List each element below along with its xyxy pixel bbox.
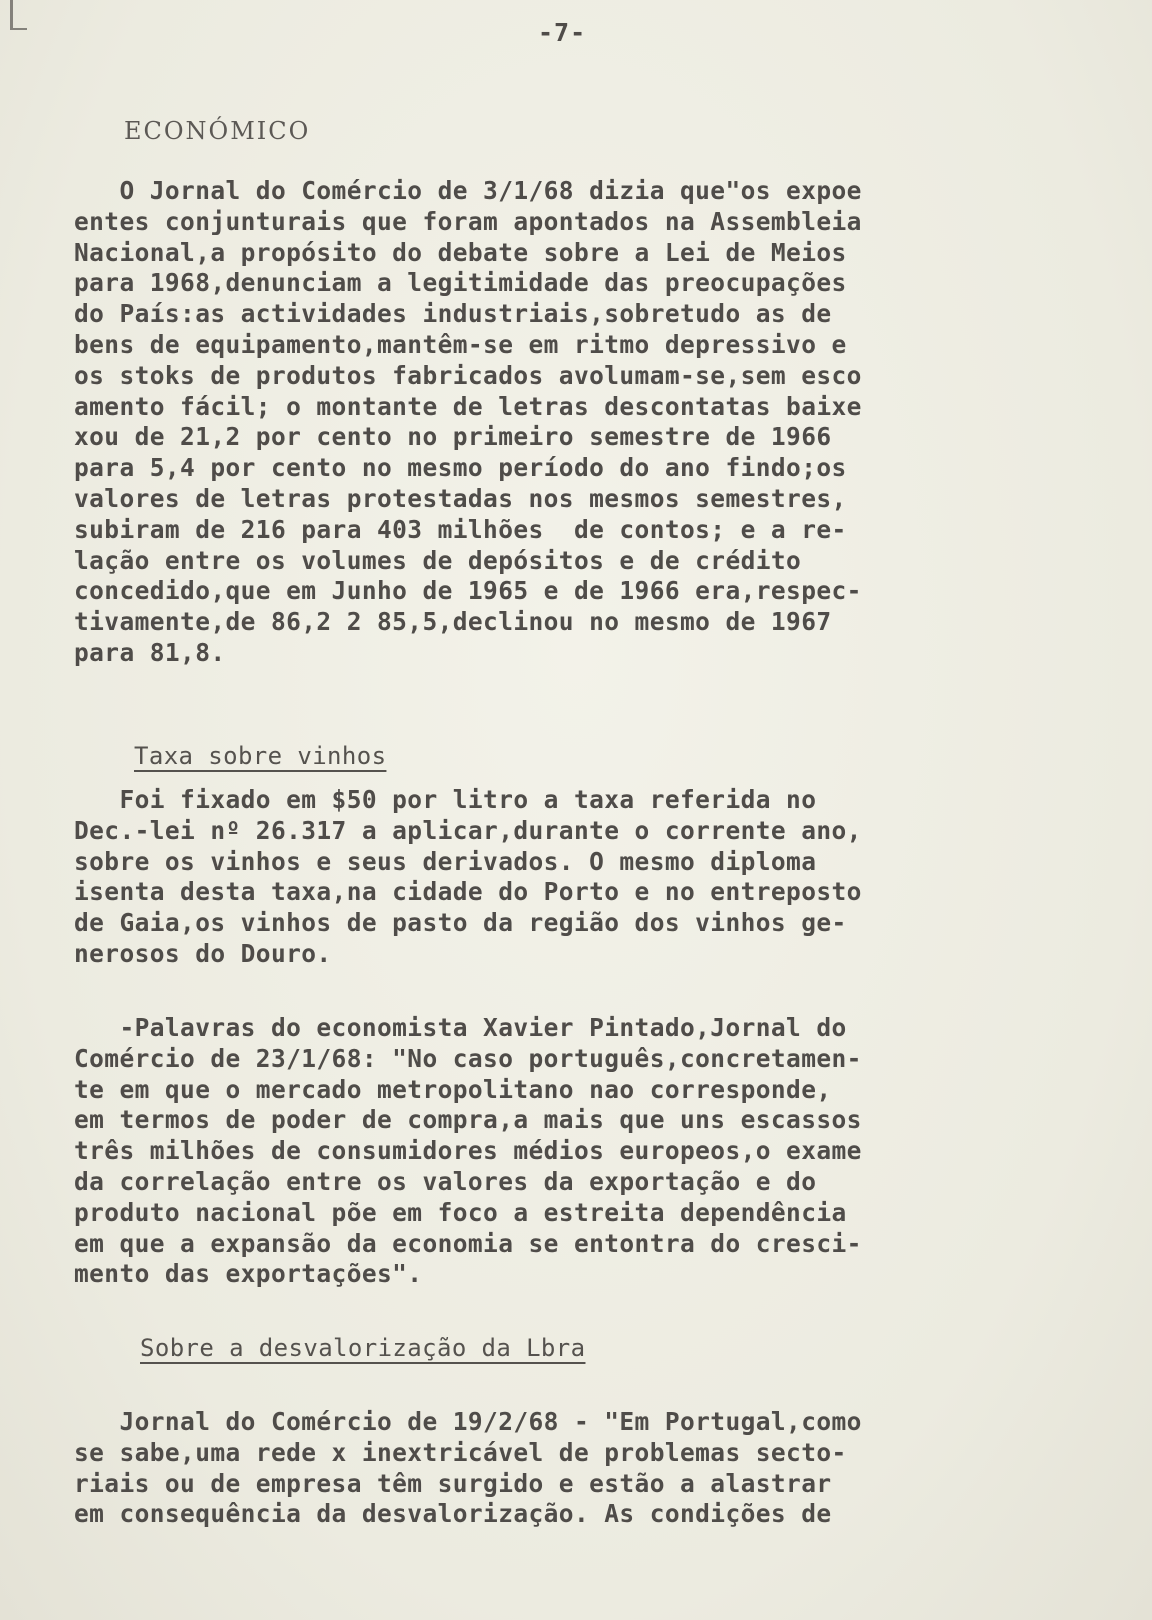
text-line: O Jornal do Comércio de 3/1/68 dizia que"os expoe xyxy=(74,176,862,205)
section-heading: ECONÓMICO xyxy=(124,117,311,145)
text-line: para 5,4 por cento no mesmo período do ano findo;os xyxy=(74,453,847,483)
page-number: -7- xyxy=(538,18,587,47)
paragraph-conjuntura xyxy=(74,176,1114,669)
text-line: lação entre os volumes de depósitos e de crédito xyxy=(74,545,802,575)
text-line: tivamente,de 86,2 2 85,5,declinou no mesmo de 1967 xyxy=(74,607,832,637)
text-line: Comércio de 23/1/68: "No caso português,concretamen- xyxy=(74,1043,862,1073)
text-line: riais ou de empresa têm surgido e estão a alastrar xyxy=(74,1468,832,1498)
paragraph-taxa-vinhos xyxy=(74,785,1114,970)
text-line: de Gaia,os vinhos de pasto da região dos vinhos ge- xyxy=(74,908,847,938)
text-line: Foi fixado em $50 por litro a taxa referida no xyxy=(74,785,817,814)
text-line: os stoks de produtos fabricados avolumam-se,sem esco xyxy=(74,360,862,390)
text-line: mento das exportações". xyxy=(74,1259,423,1289)
text-line: se sabe,uma rede x inextricável de problemas secto- xyxy=(74,1437,847,1467)
subheading-taxa-vinhos: Taxa sobre vinhos xyxy=(134,742,387,770)
margin-mark xyxy=(10,0,27,30)
text-line: amento fácil; o montante de letras descontatas baixe xyxy=(74,391,862,421)
text-line: te em que o mercado metropolitano nao corresponde, xyxy=(74,1074,832,1104)
subheading-desvalorizacao: Sobre a desvalorização da Lbra xyxy=(140,1334,586,1362)
text-line: Jornal do Comércio de 19/2/68 - "Em Portugal,como xyxy=(74,1407,862,1436)
text-line: para 81,8. xyxy=(74,637,226,667)
paragraph-xavier-pintado xyxy=(74,1013,1114,1290)
text-line: valores de letras protestadas nos mesmos semestres, xyxy=(74,483,847,513)
text-line: do País:as actividades industriais,sobretudo as de xyxy=(74,299,832,329)
text-line: concedido,que em Junho de 1965 e de 1966 era,respec- xyxy=(74,576,862,606)
text-line: entes conjunturais que foram apontados na Assembleia xyxy=(74,206,862,236)
text-line: Nacional,a propósito do debate sobre a Lei de Meios xyxy=(74,237,847,267)
text-line: nerosos do Douro. xyxy=(74,938,332,968)
text-line: para 1968,denunciam a legitimidade das preocupações xyxy=(74,268,847,298)
text-line: xou de 21,2 por cento no primeiro semestre de 1966 xyxy=(74,422,832,452)
paragraph-desvalorizacao xyxy=(74,1407,1114,1530)
text-line: -Palavras do economista Xavier Pintado,Jornal do xyxy=(74,1013,847,1042)
text-line: produto nacional põe em foco a estreita dependência xyxy=(74,1197,847,1227)
text-line: três milhões de consumidores médios europeos,o exame xyxy=(74,1136,862,1166)
text-line: em termos de poder de compra,a mais que uns escassos xyxy=(74,1105,862,1135)
text-line: da correlação entre os valores da exportação e do xyxy=(74,1166,817,1196)
text-line: bens de equipamento,mantêm-se em ritmo depressivo e xyxy=(74,329,847,359)
text-line: Dec.-lei nº 26.317 a aplicar,durante o corrente ano, xyxy=(74,815,862,845)
text-line: sobre os vinhos e seus derivados. O mesmo diploma xyxy=(74,846,817,876)
text-line: em que a expansão da economia se entontra do cresci- xyxy=(74,1228,862,1258)
text-line: subiram de 216 para 403 milhões de contos; e a re- xyxy=(74,514,847,544)
text-line: em consequência da desvalorização. As condições de xyxy=(74,1499,832,1529)
text-line: isenta desta taxa,na cidade do Porto e no entreposto xyxy=(74,877,862,907)
